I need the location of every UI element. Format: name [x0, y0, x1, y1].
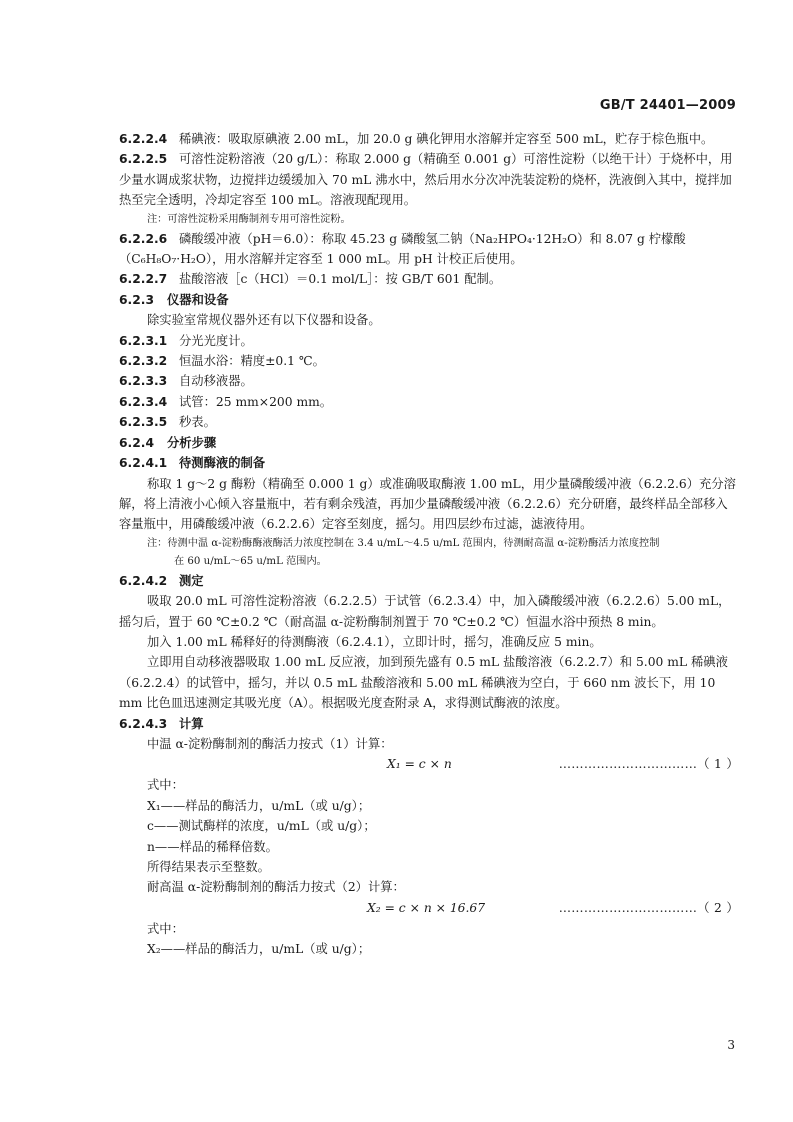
equation-number: ……………………………（ 2 ） [558, 900, 739, 915]
paragraph: 中温 α-淀粉酶制剂的酶活力按式（1）计算： [147, 736, 393, 751]
clause-6-2-2-5: 6.2.2.5 可溶性淀粉溶液（20 g/L）：称取 2.000 g（精确至 0.001 g）可溶性淀粉（以绝干计）于烧杯中，用少量水调成浆状物，边搅拌边缓缓加入 70 mL 沸水中，然后用水分次冲洗装淀粉的烧杯，洗液倒入其中，搅拌加热至完全透明，冷却定容至 100 mL。溶液现配现用。 [119, 152, 733, 208]
section-6-2-3-heading: 6.2.3 仪器和设备 [119, 291, 229, 307]
paragraph: 式中： [147, 921, 184, 936]
clause-6-2-2-6: 6.2.2.6 磷酸缓冲液（pH＝6.0）：称取 45.23 g 磷酸氢二钠（Na₂HPO₄·12H₂O）和 8.07 g 柠檬酸（C₆H₈O₇·H₂O），用水溶解并定容至 1 000 mL。用 pH 计校正后使用。 [119, 231, 686, 267]
note-enzyme-concentration-cont: 在 60 u/mL～65 u/mL 范围内。 [174, 555, 327, 567]
paragraph: 所得结果表示至整数。 [147, 860, 270, 874]
section-6-2-4-1-heading: 6.2.4.1 待测酶液的制备 [119, 455, 266, 471]
clause-6-2-3-4: 6.2.3.4 试管：25 mm×200 mm。 [119, 394, 333, 409]
note-starch: 注：可溶性淀粉采用酶制剂专用可溶性淀粉。 [147, 213, 351, 225]
section-6-2-4-2-heading: 6.2.4.2 测定 [119, 572, 204, 588]
paragraph: 立即用自动移液器吸取 1.00 mL 反应液，加到预先盛有 0.5 mL 盐酸溶液（6.2.2.7）和 5.00 mL 稀碘液（6.2.2.4）的试管中，摇匀，并以 0.5 mL 盐酸溶液和 5.00 mL 稀碘液为空白，于 660 nm 波长下，用 10 mm 比色皿迅速测定其吸光度（A）。根据吸光度查附录 A，求得测试酶液的浓度。 [119, 655, 728, 711]
clause-6-2-2-7: 6.2.2.7 盐酸溶液［c（HCl）＝0.1 mol/L］：按 GB/T 601 配制。 [119, 272, 502, 287]
paragraph: 加入 1.00 mL 稀释好的待测酶液（6.2.4.1），立即计时，摇匀，准确反应 5 min。 [147, 634, 602, 649]
equation-number: ……………………………（ 1 ） [558, 757, 739, 772]
formula-1 [119, 754, 739, 775]
clause-6-2-3-5: 6.2.3.5 秒表。 [119, 415, 216, 430]
paragraph: 式中： [147, 778, 184, 793]
note-enzyme-concentration: 注：待测中温 α-淀粉酶酶液酶活力浓度控制在 3.4 u/mL～4.5 u/mL 范围内，待测耐高温 α-淀粉酶活力浓度控制 [147, 537, 660, 549]
section-6-2-4-3-heading: 6.2.4.3 计算 [119, 715, 204, 731]
paragraph: 吸取 20.0 mL 可溶性淀粉溶液（6.2.2.5）于试管（6.2.3.4）中，加入磷酸缓冲液（6.2.2.6）5.00 mL，摇匀后，置于 60 ℃±0.2 ℃（耐高温 α-淀粉酶制剂置于 70 ℃±0.2 ℃）恒温水浴中预热 8 min。 [119, 594, 731, 629]
clause-6-2-3-3: 6.2.3.3 自动移液器。 [119, 374, 253, 389]
clause-6-2-3-2: 6.2.3.2 恒温水浴：精度±0.1 ℃。 [119, 354, 325, 369]
variable-definition: n——样品的稀释倍数。 [147, 839, 278, 854]
standard-number: GB/T 24401—2009 [599, 98, 736, 113]
variable-definition: c——测试酶样的浓度，u/mL（或 u/g）； [147, 819, 376, 834]
formula-expression: X₂ = c × n × 16.67 [367, 900, 486, 915]
clause-6-2-2-4: 6.2.2.4 稀碘液：吸取原碘液 2.00 mL，加 20.0 g 碘化钾用水溶解并定容至 500 mL，贮存于棕色瓶中。 [119, 132, 714, 146]
document-body [119, 129, 739, 960]
section-6-2-4-heading: 6.2.4 分析步骤 [119, 434, 217, 450]
formula-expression: X₁ = c × n [387, 757, 452, 772]
variable-definition: X₁——样品的酶活力，u/mL（或 u/g）； [147, 798, 371, 813]
formula-2 [119, 898, 739, 919]
paragraph: 耐高温 α-淀粉酶制剂的酶活力按式（2）计算： [147, 880, 405, 895]
paragraph: 称取 1 g～2 g 酶粉（精确至 0.000 1 g）或准确吸取酶液 1.00 mL，用少量磷酸缓冲液（6.2.2.6）充分溶解，将上清液小心倾入容量瓶中，若有剩余残渣，再加少量磷酸缓冲液（6.2.2.6）充分研磨，最终样品全部移入容量瓶中，用磷酸缓冲液（6.2.2.6）定容至刻度，摇匀。用四层纱布过滤，滤液待用。 [119, 476, 736, 532]
page-number: 3 [727, 1038, 735, 1052]
paragraph: 除实验室常规仪器外还有以下仪器和设备。 [147, 313, 381, 328]
clause-6-2-3-1: 6.2.3.1 分光光度计。 [119, 333, 253, 348]
variable-definition: X₂——样品的酶活力，u/mL（或 u/g）； [147, 942, 371, 957]
